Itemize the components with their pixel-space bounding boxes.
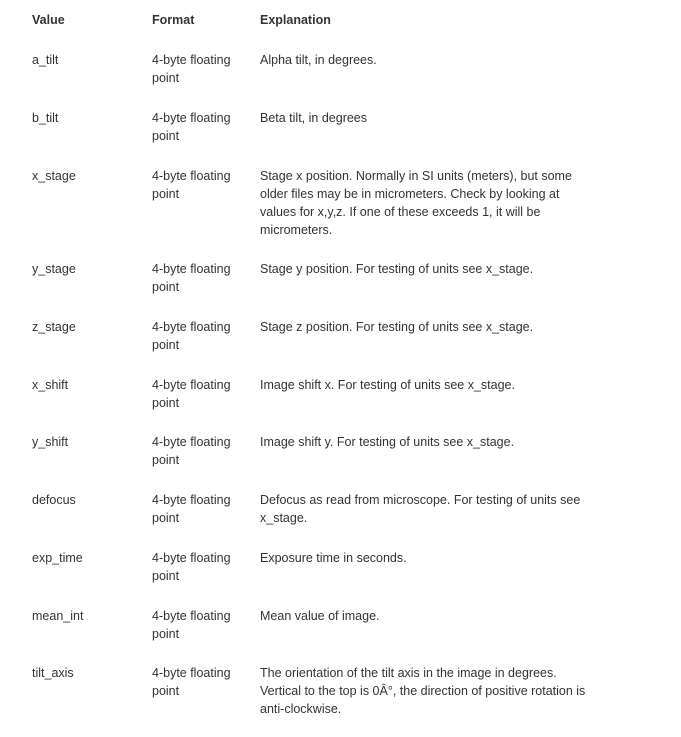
row-format-mean-int: 4-byte floating point xyxy=(152,609,231,641)
row-format-defocus: 4-byte floating point xyxy=(152,493,231,525)
row-format-b-tilt: 4-byte floating point xyxy=(152,111,231,143)
row-value-mean-int: mean_int xyxy=(32,609,84,623)
header-format: Format xyxy=(152,13,195,27)
row-value-y-stage: y_stage xyxy=(32,262,76,276)
row-value-defocus: defocus xyxy=(32,493,76,507)
row-explanation-b-tilt: Beta tilt, in degrees xyxy=(260,111,368,125)
row-value-a-tilt: a_tilt xyxy=(32,53,59,67)
row-explanation-y-shift: Image shift y. For testing of units see x_stage. xyxy=(260,435,515,449)
row-explanation-x-stage: Stage x position. Normally in SI units (meters), but some older files may be in micrometers. Check by looking at values for x,y,z. If one of these exceeds 1, it will be micrometers. xyxy=(260,169,572,237)
row-format-x-shift: 4-byte floating point xyxy=(152,378,231,410)
row-explanation-a-tilt: Alpha tilt, in degrees. xyxy=(260,53,377,67)
header-explanation: Explanation xyxy=(260,13,331,27)
row-value-x-stage: x_stage xyxy=(32,169,76,183)
row-format-x-stage: 4-byte floating point xyxy=(152,169,231,201)
row-format-exp-time: 4-byte floating point xyxy=(152,551,231,583)
row-format-tilt-axis: 4-byte floating point xyxy=(152,666,231,698)
row-format-a-tilt: 4-byte floating point xyxy=(152,53,231,85)
row-value-exp-time: exp_time xyxy=(32,551,83,565)
row-format-y-shift: 4-byte floating point xyxy=(152,435,231,467)
row-format-y-stage: 4-byte floating point xyxy=(152,262,231,294)
header-value: Value xyxy=(32,13,65,27)
row-value-b-tilt: b_tilt xyxy=(32,111,59,125)
row-value-z-stage: z_stage xyxy=(32,320,76,334)
row-explanation-z-stage: Stage z position. For testing of units see x_stage. xyxy=(260,320,534,334)
row-value-x-shift: x_shift xyxy=(32,378,69,392)
row-value-y-shift: y_shift xyxy=(32,435,69,449)
row-explanation-tilt-axis: The orientation of the tilt axis in the image in degrees. Vertical to the top is 0Â°, the direction of positive rotation is anti-clockwise. xyxy=(260,666,586,716)
row-explanation-defocus: Defocus as read from microscope. For testing of units see x_stage. xyxy=(260,493,581,525)
row-explanation-y-stage: Stage y position. For testing of units see x_stage. xyxy=(260,262,534,276)
row-value-tilt-axis: tilt_axis xyxy=(32,666,74,680)
row-explanation-mean-int: Mean value of image. xyxy=(260,609,380,623)
row-explanation-x-shift: Image shift x. For testing of units see x_stage. xyxy=(260,378,515,392)
row-explanation-exp-time: Exposure time in seconds. xyxy=(260,551,407,565)
row-format-z-stage: 4-byte floating point xyxy=(152,320,231,352)
